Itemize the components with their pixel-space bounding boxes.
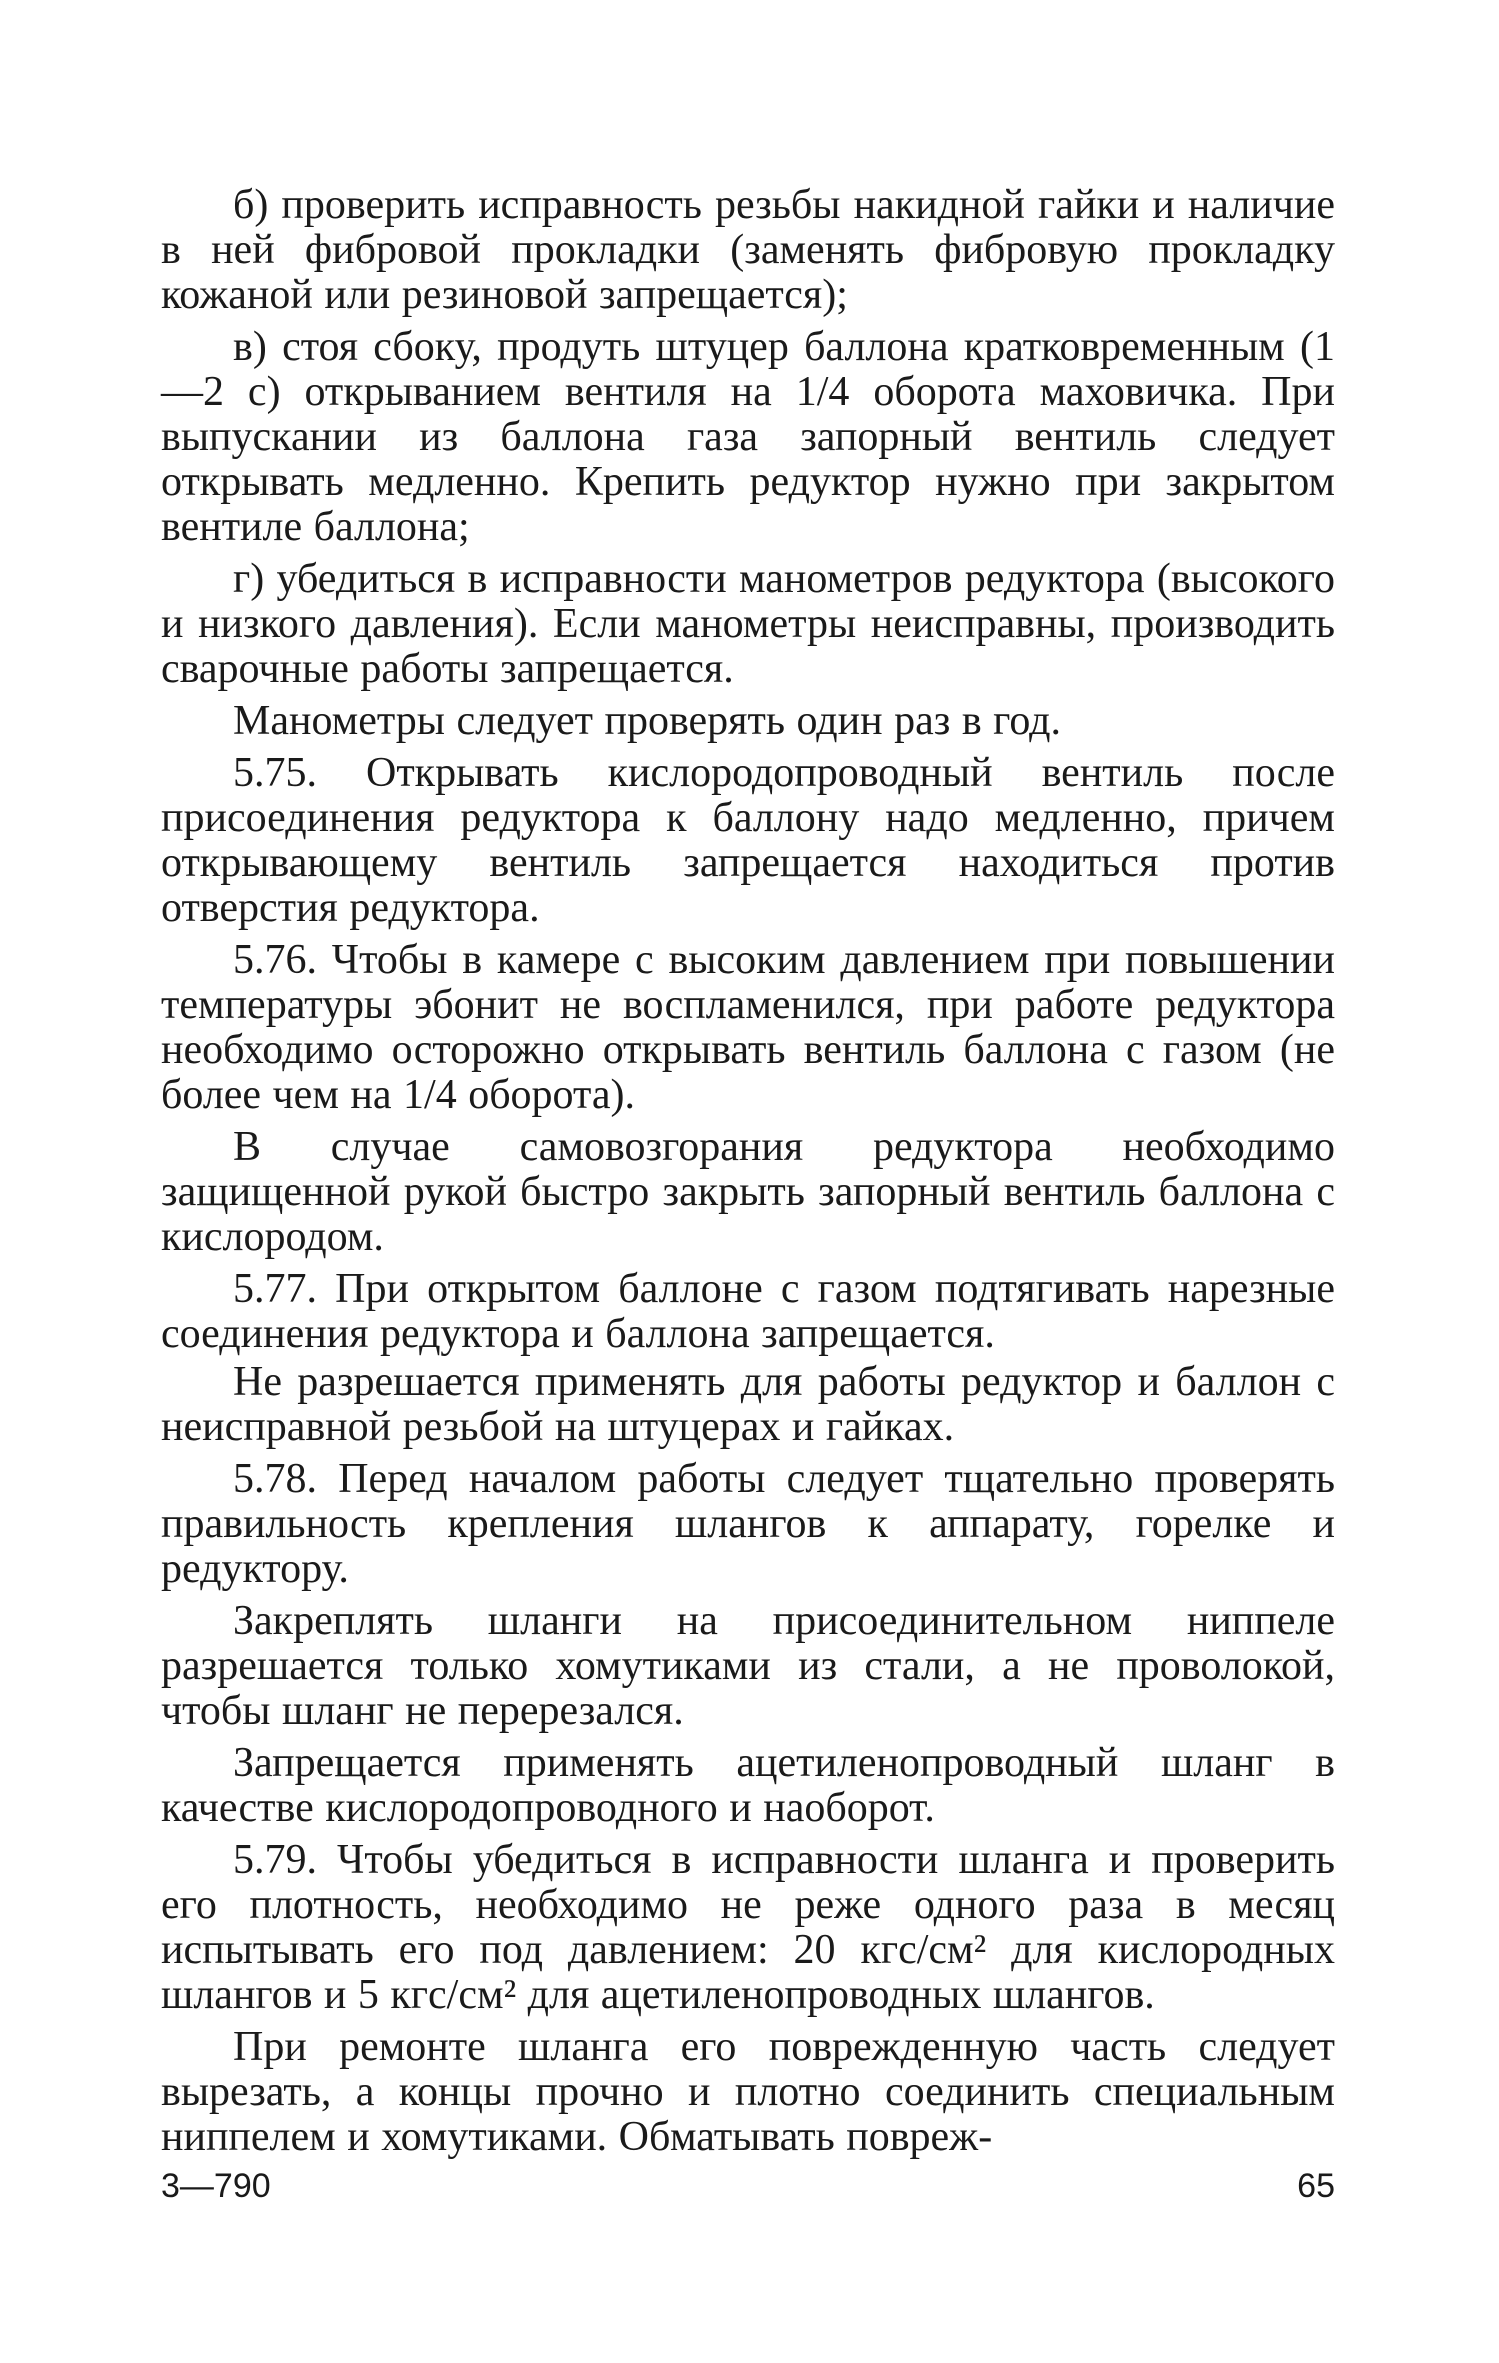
- printer-signature: 3—790: [161, 2167, 271, 2205]
- paragraph-g-check-gauges: г) убедиться в исправности манометров редуктора (высокого и низкого давления). Если манометры неисправны, производить сварочные работы запрещается.: [161, 556, 1335, 692]
- page-footer: [161, 2167, 1335, 2217]
- paragraph-v-blow-nozzle: в) стоя сбоку, продуть штуцер баллона кратковременным (1—2 с) открыванием вентиля на 1/4 оборота маховичка. При выпускании из баллона газа запорный вентиль следует открывать медленно. Крепить редуктор нужно при закрытом вентиле баллона;: [161, 324, 1335, 550]
- paragraph-5-75: 5.75. Открывать кислородопроводный вентиль после присоединения редуктора к баллону надо медленно, причем открывающему вентиль запрещается находиться против отверстия редуктора.: [161, 750, 1335, 931]
- paragraph-hose-clamps: Закреплять шланги на присоединительном ниппеле разрешается только хомутиками из стали, а не проволокой, чтобы шланг не перерезался.: [161, 1598, 1335, 1734]
- paragraph-5-77: 5.77. При открытом баллоне с газом подтягивать нарезные соединения редуктора и баллона запрещается.: [161, 1266, 1335, 1357]
- paragraph-gauge-annual-check: Манометры следует проверять один раз в год.: [233, 698, 1062, 744]
- paragraph-5-76: 5.76. Чтобы в камере с высоким давлением при повышении температуры эбонит не воспламенился, при работе редуктора необходимо осторожно открывать вентиль баллона с газом (не более чем на 1/4 оборота).: [161, 937, 1335, 1118]
- document-page: [161, 183, 1335, 2167]
- paragraph-b-check-thread: б) проверить исправность резьбы накидной гайки и наличие в ней фибровой прокладки (заменять фибровую прокладку кожаной или резиновой запрещается);: [161, 182, 1335, 318]
- paragraph-reducer-self-ignition: В случае самовозгорания редуктора необходимо защищенной рукой быстро закрыть запорный вентиль баллона с кислородом.: [161, 1124, 1335, 1260]
- paragraph-5-79: 5.79. Чтобы убедиться в исправности шланга и проверить его плотность, необходимо не реже одного раза в месяц испытывать его под давлением: 20 кгс/см² для кислородных шлангов и 5 кгс/см² для ацетиленопроводных шлангов.: [161, 1837, 1335, 2018]
- paragraph-faulty-thread: Не разрешается применять для работы редуктор и баллон с неисправной резьбой на штуцерах и гайках.: [161, 1359, 1335, 1450]
- page-number: 65: [1297, 2167, 1335, 2205]
- paragraph-hose-repair: При ремонте шланга его поврежденную часть следует вырезать, а концы прочно и плотно соединить специальным ниппелем и хомутиками. Обматывать повреж-: [161, 2024, 1335, 2160]
- paragraph-5-78: 5.78. Перед началом работы следует тщательно проверять правильность крепления шлангов к аппарату, горелке и редуктору.: [161, 1456, 1335, 1592]
- paragraph-hose-swap-forbidden: Запрещается применять ацетиленопроводный шланг в качестве кислородопроводного и наоборот.: [161, 1740, 1335, 1831]
